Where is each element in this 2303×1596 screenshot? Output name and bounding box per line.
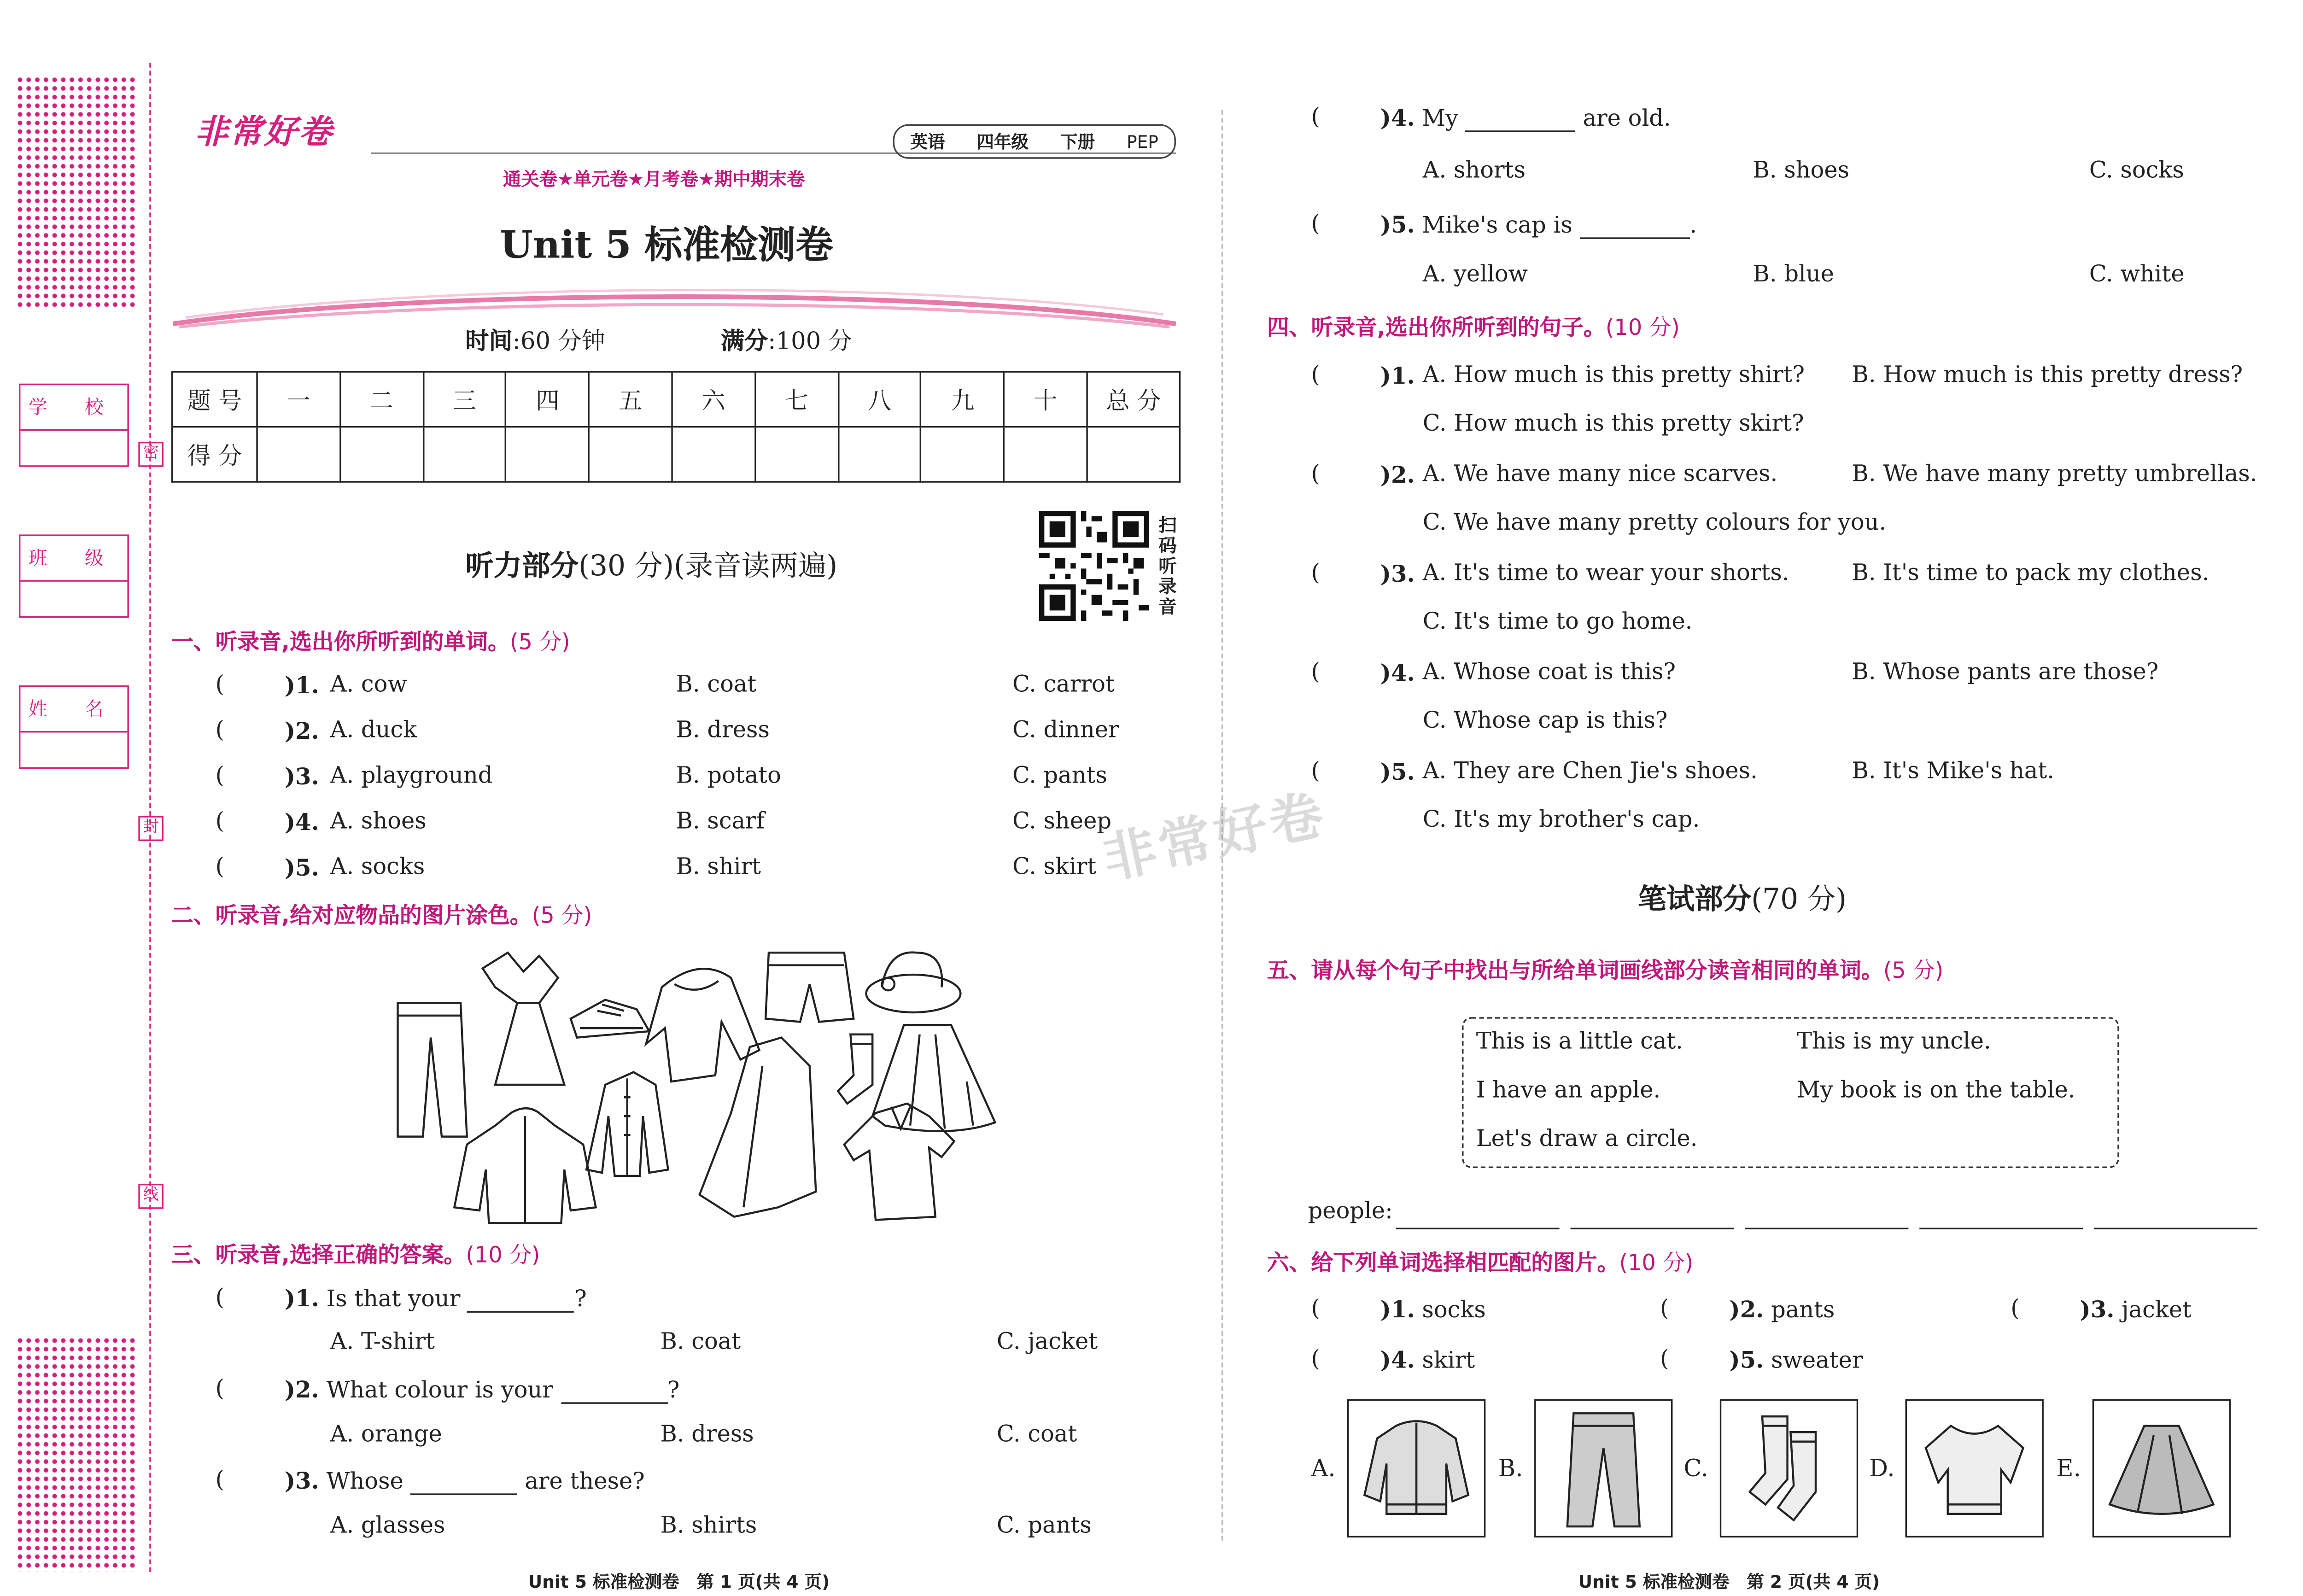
answer-paren[interactable]: ( xyxy=(1311,1297,1320,1322)
score-cell[interactable] xyxy=(838,427,921,482)
qr-caption: 扫码听录音 xyxy=(1158,514,1177,618)
section4-title xyxy=(1267,311,1680,343)
tag-edition: PEP xyxy=(1126,131,1158,152)
score-cell[interactable] xyxy=(672,427,755,482)
option-a: A. glasses xyxy=(330,1514,445,1539)
score-header-cell: 一 xyxy=(257,372,340,427)
brand-logo: 非常好卷 xyxy=(195,113,333,151)
question-number: )4. xyxy=(1380,1347,1415,1374)
question-stem-end: . xyxy=(1689,214,1697,239)
section6-title xyxy=(1267,1247,1694,1278)
sentence: This is a little cat. xyxy=(1476,1029,1683,1055)
score-table-score-row xyxy=(172,427,1180,482)
question-number: )5. xyxy=(1729,1347,1764,1374)
question-number: )3. xyxy=(284,764,319,791)
answer-paren[interactable]: ( xyxy=(1311,561,1320,587)
option-a: A. duck xyxy=(330,718,417,744)
option-c: C. carrot xyxy=(1012,672,1115,698)
answer-paren[interactable]: ( xyxy=(1311,212,1320,238)
listening-detail: (30 分)(录音读两遍) xyxy=(578,550,838,584)
full-score-label: 满分 xyxy=(720,327,768,356)
skirt-icon xyxy=(2094,1401,2229,1536)
pants-icon xyxy=(397,1003,467,1136)
jacket-icon xyxy=(454,1108,596,1223)
answer-paren[interactable]: ( xyxy=(1311,660,1320,686)
option-b: B. potato xyxy=(676,764,781,789)
option-b: B. blue xyxy=(1753,262,1835,288)
option-c: C. socks xyxy=(2089,158,2184,184)
listening-heading xyxy=(465,544,837,585)
score-row-label: 得 分 xyxy=(172,427,257,482)
option-c: C. white xyxy=(2089,262,2185,288)
sentence: Let's draw a circle. xyxy=(1476,1127,1698,1152)
option-c: C. How much is this pretty skirt? xyxy=(1422,412,1804,437)
answer-paren[interactable]: ( xyxy=(215,672,224,698)
score-cell[interactable] xyxy=(1087,427,1180,482)
option-a: A. shoes xyxy=(330,809,427,835)
question-stem: What colour is your xyxy=(326,1379,554,1404)
tag-volume: 下册 xyxy=(1060,132,1095,153)
match-word: jacket xyxy=(2122,1298,2192,1324)
dress-icon xyxy=(483,953,564,1085)
option-a: A. socks xyxy=(330,855,425,881)
question-number: )5. xyxy=(284,855,319,882)
section5-points: (5 分) xyxy=(1883,959,1944,984)
answer-paren[interactable]: ( xyxy=(215,1286,224,1311)
section2-title xyxy=(171,899,592,930)
option-b: B. coat xyxy=(676,672,757,698)
picture-letter: E. xyxy=(2056,1454,2081,1483)
option-c: C. pants xyxy=(996,1514,1092,1539)
option-a: A. cow xyxy=(330,672,407,698)
option-a: A. We have many nice scarves. xyxy=(1422,462,1778,488)
tag-grade: 四年级 xyxy=(976,132,1029,153)
score-table xyxy=(171,371,1181,482)
section3-title-text: 三、听录音,选择正确的答案。 xyxy=(171,1243,466,1269)
answer-paren[interactable]: ( xyxy=(1311,363,1320,389)
option-b: B. scarf xyxy=(676,809,765,835)
series-line: 通关卷★单元卷★月考卷★期中期末卷 xyxy=(503,168,805,190)
sentence-box xyxy=(1462,1017,2119,1168)
class-field[interactable] xyxy=(19,534,129,618)
tag-subject: 英语 xyxy=(910,132,945,153)
question-stem: Mike's cap is xyxy=(1422,214,1572,239)
option-c: C. It's my brother's cap. xyxy=(1422,808,1700,833)
score-header-cell: 七 xyxy=(755,372,838,427)
option-c: C. We have many pretty colours for you. xyxy=(1422,511,1887,536)
score-header-cell: 四 xyxy=(506,372,589,427)
section2-points: (5 分) xyxy=(532,904,592,930)
decorative-dot-grid-bottom xyxy=(16,1336,138,1572)
time-label: 时间 xyxy=(465,327,513,356)
picture-letter: A. xyxy=(1311,1454,1336,1483)
score-header-cell: 五 xyxy=(589,372,672,427)
answer-paren[interactable]: ( xyxy=(215,809,224,835)
option-b: B. dress xyxy=(676,718,770,744)
answer-blank[interactable] xyxy=(2094,1199,2257,1229)
tshirt-icon xyxy=(844,1104,954,1220)
option-a: A. yellow xyxy=(1422,262,1528,288)
socks-icon xyxy=(838,1035,872,1104)
option-a: A. playground xyxy=(330,764,493,789)
score-cell[interactable] xyxy=(423,427,506,482)
school-field[interactable] xyxy=(19,384,129,467)
jacket-icon xyxy=(1349,1401,1484,1536)
hat-icon xyxy=(866,953,961,1012)
section5-title xyxy=(1267,954,1944,986)
answer-blank[interactable] xyxy=(561,1402,667,1403)
question-number: )4. xyxy=(1380,660,1415,687)
seal-char-xian: 线 xyxy=(138,1184,164,1209)
picture-d[interactable] xyxy=(1906,1399,2044,1538)
watermark: 非常好卷 xyxy=(1097,783,1332,892)
option-a: A. T-shirt xyxy=(330,1330,435,1356)
full-score-value: :100 分 xyxy=(768,327,852,356)
listening-title: 听力部分 xyxy=(465,550,579,584)
option-c: C. pants xyxy=(1012,764,1107,789)
option-a: A. orange xyxy=(330,1422,442,1448)
question-number: )2. xyxy=(284,1377,319,1404)
name-label: 姓 名 xyxy=(20,687,127,732)
picture-e[interactable] xyxy=(2093,1399,2231,1538)
sweater-icon xyxy=(646,969,760,1082)
question-number: )3. xyxy=(1380,561,1415,588)
score-cell[interactable] xyxy=(257,427,340,482)
writing-detail: (70 分) xyxy=(1751,883,1847,917)
section1-points: (5 分) xyxy=(509,630,570,656)
answer-blank[interactable] xyxy=(1580,237,1690,239)
option-a: A. They are Chen Jie's shoes. xyxy=(1422,759,1758,785)
option-a: A. How much is this pretty shirt? xyxy=(1422,363,1805,389)
option-b: B. shirt xyxy=(676,855,761,881)
pants-icon xyxy=(1536,1401,1672,1536)
option-b: B. How much is this pretty dress? xyxy=(1852,363,2243,389)
score-header-cell: 二 xyxy=(340,372,423,427)
socks-icon xyxy=(1721,1401,1857,1536)
answer-paren[interactable]: ( xyxy=(1311,105,1320,131)
question-number: )4. xyxy=(1380,105,1415,132)
writing-heading xyxy=(1638,877,1847,918)
picture-c[interactable] xyxy=(1720,1399,1858,1538)
score-cell[interactable] xyxy=(340,427,423,482)
score-header-cell: 三 xyxy=(423,372,506,427)
option-b: B. Whose pants are those? xyxy=(1852,660,2159,686)
option-b: B. It's Mike's hat. xyxy=(1852,759,2055,785)
answer-paren[interactable]: ( xyxy=(215,1468,224,1494)
option-c: C. It's time to go home. xyxy=(1422,610,1693,635)
score-header-cell: 六 xyxy=(672,372,755,427)
option-b: B. dress xyxy=(660,1422,754,1448)
section5-title-text: 五、请从每个句子中找出与所给单词画线部分读音相同的单词。 xyxy=(1267,959,1883,984)
question-stem-end: are these? xyxy=(525,1470,645,1495)
picture-letter: D. xyxy=(1869,1454,1895,1483)
option-c: C. skirt xyxy=(1012,855,1097,881)
score-header-cell: 总 分 xyxy=(1087,372,1180,427)
answer-paren[interactable]: ( xyxy=(1311,1347,1320,1373)
answer-paren[interactable]: ( xyxy=(1660,1297,1669,1322)
answer-paren[interactable]: ( xyxy=(2011,1297,2020,1322)
answer-blank[interactable] xyxy=(468,1311,574,1312)
picture-letter: B. xyxy=(1498,1454,1523,1483)
option-b: B. We have many pretty umbrellas. xyxy=(1852,462,2257,488)
exam-meta xyxy=(465,324,852,357)
section4-title-text: 四、听录音,选出你所听到的句子。 xyxy=(1267,316,1606,341)
question-stem-end: ? xyxy=(667,1379,680,1404)
question-number: )1. xyxy=(284,1286,319,1313)
answer-blank[interactable] xyxy=(1396,1199,1560,1229)
score-cell[interactable] xyxy=(921,427,1004,482)
option-c: C. jacket xyxy=(996,1330,1098,1356)
time-value: :60 分钟 xyxy=(512,327,605,356)
answer-paren[interactable]: ( xyxy=(215,764,224,789)
score-cell[interactable] xyxy=(1004,427,1087,482)
section6-title-text: 六、给下列单词选择相匹配的图片。 xyxy=(1267,1251,1619,1277)
question-stem-end: ? xyxy=(574,1287,587,1313)
match-word: socks xyxy=(1422,1298,1486,1324)
question-number: )5. xyxy=(1380,212,1415,239)
seal-char-mi: 密 xyxy=(138,442,164,467)
seal-char-feng: 封 xyxy=(138,816,164,841)
option-a: A. It's time to wear your shorts. xyxy=(1422,561,1789,587)
clothes-illustration[interactable] xyxy=(385,940,1014,1231)
match-word: sweater xyxy=(1771,1349,1863,1374)
sentence: My book is on the table. xyxy=(1797,1078,2075,1104)
writing-title: 笔试部分 xyxy=(1638,883,1752,917)
question-number: )3. xyxy=(2080,1297,2115,1324)
score-header-cell: 八 xyxy=(838,372,921,427)
question-number: )1. xyxy=(1380,1297,1415,1324)
option-b: B. It's time to pack my clothes. xyxy=(1852,561,2209,587)
question-number: )1. xyxy=(284,672,319,700)
score-cell[interactable] xyxy=(589,427,672,482)
people-prompt: people: xyxy=(1308,1199,1393,1225)
question-number: )3. xyxy=(284,1468,319,1495)
answer-paren[interactable]: ( xyxy=(215,718,224,744)
sweater-icon xyxy=(1907,1401,2042,1536)
score-header-cell: 十 xyxy=(1004,372,1087,427)
option-c: C. dinner xyxy=(1012,718,1119,744)
section1-title xyxy=(171,626,570,657)
question-number: )2. xyxy=(1380,462,1415,489)
sentence: This is my uncle. xyxy=(1797,1029,1991,1055)
answer-paren[interactable]: ( xyxy=(215,1377,224,1403)
question-stem: My xyxy=(1422,107,1459,132)
score-cell[interactable] xyxy=(755,427,838,482)
qr-code-icon[interactable] xyxy=(1039,511,1149,621)
answer-paren[interactable]: ( xyxy=(215,855,224,881)
score-cell[interactable] xyxy=(506,427,589,482)
score-header-cell: 题 号 xyxy=(172,372,257,427)
school-label: 学 校 xyxy=(20,385,127,431)
picture-letter: C. xyxy=(1683,1454,1708,1483)
answer-blank[interactable] xyxy=(1466,130,1576,132)
answer-paren[interactable]: ( xyxy=(1311,759,1320,785)
picture-a[interactable] xyxy=(1347,1399,1485,1538)
question-stem: Whose xyxy=(326,1470,403,1495)
picture-b[interactable] xyxy=(1534,1399,1672,1538)
skirt-icon xyxy=(872,1025,995,1131)
shirt-icon xyxy=(586,1072,668,1176)
option-c: C. sheep xyxy=(1012,809,1112,835)
answer-blank[interactable] xyxy=(1745,1199,1908,1229)
section1-title-text: 一、听录音,选出你所听到的单词。 xyxy=(171,630,510,656)
question-stem-end: are old. xyxy=(1583,107,1671,132)
option-c: C. coat xyxy=(996,1422,1077,1448)
decorative-dot-grid-top xyxy=(16,76,138,311)
name-field[interactable] xyxy=(19,685,129,769)
score-header-cell: 九 xyxy=(921,372,1004,427)
match-word: pants xyxy=(1771,1298,1835,1324)
class-label: 班 级 xyxy=(20,536,127,582)
section6-points: (10 分) xyxy=(1619,1251,1694,1277)
question-number: )5. xyxy=(1380,759,1415,786)
sneaker-icon xyxy=(571,1000,649,1038)
section4-points: (10 分) xyxy=(1605,316,1680,341)
answer-paren[interactable]: ( xyxy=(1311,462,1320,488)
option-b: B. shirts xyxy=(660,1514,757,1539)
answer-blank[interactable] xyxy=(1919,1199,2083,1229)
option-b: B. shoes xyxy=(1753,158,1850,184)
shorts-icon xyxy=(766,953,853,1022)
question-number: )1. xyxy=(1380,363,1415,390)
answer-blank[interactable] xyxy=(1571,1199,1734,1229)
match-word: skirt xyxy=(1422,1349,1475,1374)
footer-page-1: Unit 5 标准检测卷 第 1 页(共 4 页) xyxy=(528,1572,830,1593)
question-number: )4. xyxy=(284,809,319,836)
section3-title xyxy=(171,1239,540,1270)
option-a: A. Whose coat is this? xyxy=(1422,660,1676,686)
question-stem: Is that your xyxy=(326,1287,461,1313)
section3-points: (10 分) xyxy=(466,1243,540,1269)
answer-blank[interactable] xyxy=(411,1493,518,1495)
option-b: B. coat xyxy=(660,1330,741,1356)
footer-page-2: Unit 5 标准检测卷 第 2 页(共 4 页) xyxy=(1578,1572,1880,1593)
score-table-header-row xyxy=(172,372,1180,427)
question-number: )2. xyxy=(284,718,319,745)
page-title: Unit 5 标准检测卷 xyxy=(500,222,833,268)
answer-paren[interactable]: ( xyxy=(1660,1347,1669,1373)
option-c: C. Whose cap is this? xyxy=(1422,709,1668,734)
section2-title-text: 二、听录音,给对应物品的图片涂色。 xyxy=(171,904,532,930)
option-a: A. shorts xyxy=(1422,158,1526,184)
question-number: )2. xyxy=(1729,1297,1764,1324)
sentence: I have an apple. xyxy=(1476,1078,1661,1104)
header-tags xyxy=(893,124,1176,159)
